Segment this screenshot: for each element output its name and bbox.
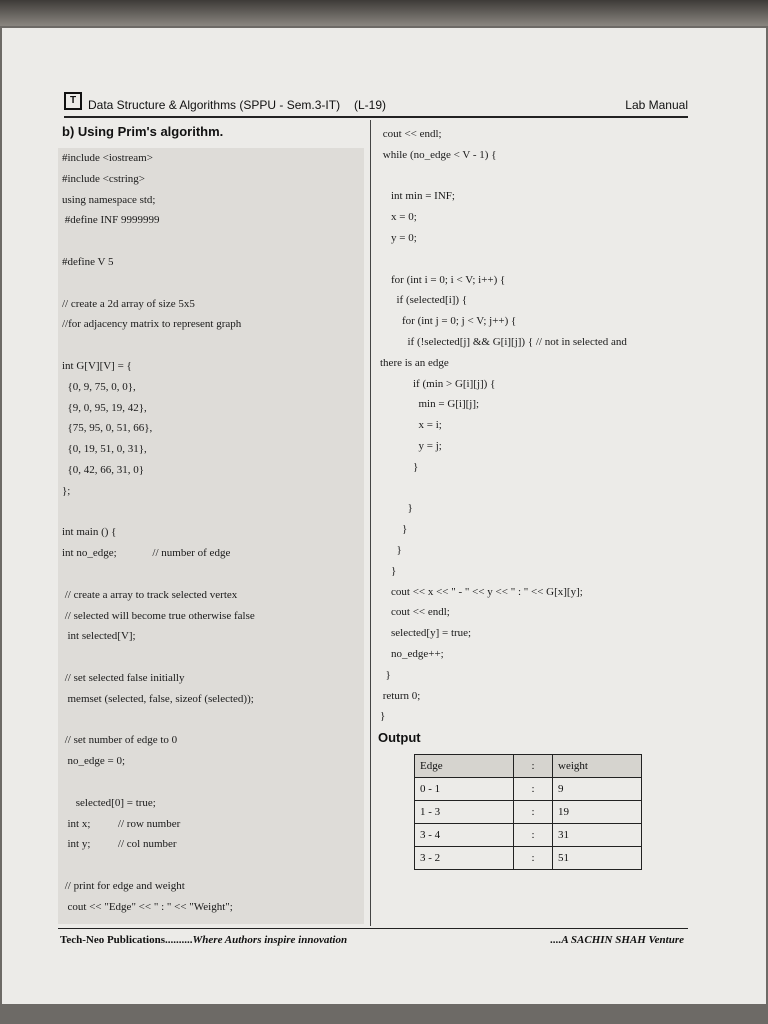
weight-cell: 31 xyxy=(553,824,642,847)
code-line: // create a 2d array of size 5x5 xyxy=(62,297,195,310)
scan-background xyxy=(0,0,768,26)
code-line: //for adjacency matrix to represent graph xyxy=(62,318,242,331)
code-line: } xyxy=(380,502,413,515)
colon-cell: : xyxy=(514,801,553,824)
colon-cell: : xyxy=(514,778,553,801)
code-line: int main () { xyxy=(62,526,117,539)
footer-venture: ....A SACHIN SHAH Venture xyxy=(550,934,684,946)
code-line: // set selected false initially xyxy=(62,672,185,684)
code-line: no_edge++; xyxy=(380,648,444,660)
section-title: b) Using Prim's algorithm. xyxy=(62,124,224,139)
output-title: Output xyxy=(378,730,421,745)
book-title: Data Structure & Algorithms (SPPU - Sem.3-IT) xyxy=(88,98,341,112)
code-line: } xyxy=(380,523,408,536)
table-row xyxy=(415,778,642,801)
code-line: {0, 42, 66, 31, 0} xyxy=(62,464,145,476)
edge-cell: 1 - 3 xyxy=(415,801,514,824)
code-line: int min = INF; xyxy=(380,190,455,203)
code-line: x = i; xyxy=(380,419,442,432)
table-row xyxy=(415,801,642,824)
publisher-tagline: Where Authors inspire innovation xyxy=(192,934,348,946)
code-line: } xyxy=(380,564,397,577)
colon-cell: : xyxy=(514,824,553,847)
code-line: x = 0; xyxy=(380,211,417,224)
code-line: for (int i = 0; i < V; i++) { xyxy=(380,273,506,286)
publisher-logo: T xyxy=(64,92,82,110)
code-line: #include <cstring> xyxy=(62,172,145,185)
edge-cell: 3 - 4 xyxy=(415,824,514,847)
header-weight: weight xyxy=(553,755,642,778)
table-row xyxy=(415,824,642,847)
code-line: // create a array to track selected vertex xyxy=(62,588,238,601)
code-line: y = j; xyxy=(380,440,442,452)
code-line: int no_edge; // number of edge xyxy=(62,547,231,560)
code-line: if (selected[i]) { xyxy=(380,294,468,307)
code-line: int y; // col number xyxy=(62,838,177,851)
output-table xyxy=(414,754,642,870)
code-line: no_edge = 0; xyxy=(62,755,126,768)
weight-cell: 51 xyxy=(553,847,642,870)
code-line: memset (selected, false, sizeof (selected)); xyxy=(62,692,254,705)
edge-cell: 3 - 2 xyxy=(415,847,514,870)
code-line: {75, 95, 0, 51, 66}, xyxy=(62,422,153,435)
page-header xyxy=(64,90,688,118)
code-line: if (!selected[j] && G[i][j]) { // not in selected and xyxy=(380,336,627,348)
code-line: cout << "Edge" << " : " << "Weight"; xyxy=(62,900,233,913)
publisher-name: Tech-Neo Publications.......... xyxy=(60,934,193,946)
colon-cell: : xyxy=(514,847,553,870)
code-line: } xyxy=(380,668,391,681)
code-line: #define V 5 xyxy=(62,256,114,268)
code-line: cout << endl; xyxy=(380,606,450,619)
code-line: int x; // row number xyxy=(62,817,181,830)
output-table-header xyxy=(415,755,642,778)
table-row xyxy=(415,847,642,870)
code-line: y = 0; xyxy=(380,232,417,244)
code-line: cout << x << " - " << y << " : " << G[x][y]; xyxy=(380,585,583,598)
code-line: min = G[i][j]; xyxy=(380,398,480,411)
code-line: {0, 9, 75, 0, 0}, xyxy=(62,380,136,393)
code-line: }; xyxy=(62,484,71,497)
header-edge: Edge xyxy=(415,755,514,778)
code-line: using namespace std; xyxy=(62,193,156,206)
code-line: there is an edge xyxy=(380,356,449,369)
code-line: // selected will become true otherwise false xyxy=(62,609,255,622)
code-line: cout << endl; xyxy=(380,128,442,140)
code-line: // print for edge and weight xyxy=(62,880,185,892)
code-line: } xyxy=(380,460,419,473)
code-line: } xyxy=(380,544,402,556)
code-line: if (min > G[i][j]) { xyxy=(380,377,496,390)
footer-rule xyxy=(58,928,688,929)
header-colon: : xyxy=(514,755,553,778)
footer-publisher xyxy=(60,934,347,946)
code-line: {0, 19, 51, 0, 31}, xyxy=(62,443,147,456)
code-line: int selected[V]; xyxy=(62,630,136,643)
edge-cell: 0 - 1 xyxy=(415,778,514,801)
code-line: } xyxy=(380,710,386,723)
code-line: selected[0] = true; xyxy=(62,796,156,809)
code-line: return 0; xyxy=(380,689,421,702)
code-line: while (no_edge < V - 1) { xyxy=(380,148,497,161)
weight-cell: 9 xyxy=(553,778,642,801)
code-line: {9, 0, 95, 19, 42}, xyxy=(62,401,147,414)
manual-label: Lab Manual xyxy=(625,98,688,112)
column-divider xyxy=(370,120,371,926)
lesson-number: (L-19) xyxy=(354,98,387,112)
code-line: int G[V][V] = { xyxy=(62,360,132,372)
code-line: for (int j = 0; j < V; j++) { xyxy=(380,315,517,328)
code-line: // set number of edge to 0 xyxy=(62,734,178,747)
code-line: #define INF 9999999 xyxy=(62,214,160,227)
weight-cell: 19 xyxy=(553,801,642,824)
code-line: #include <iostream> xyxy=(62,152,153,164)
code-line: selected[y] = true; xyxy=(380,627,472,640)
